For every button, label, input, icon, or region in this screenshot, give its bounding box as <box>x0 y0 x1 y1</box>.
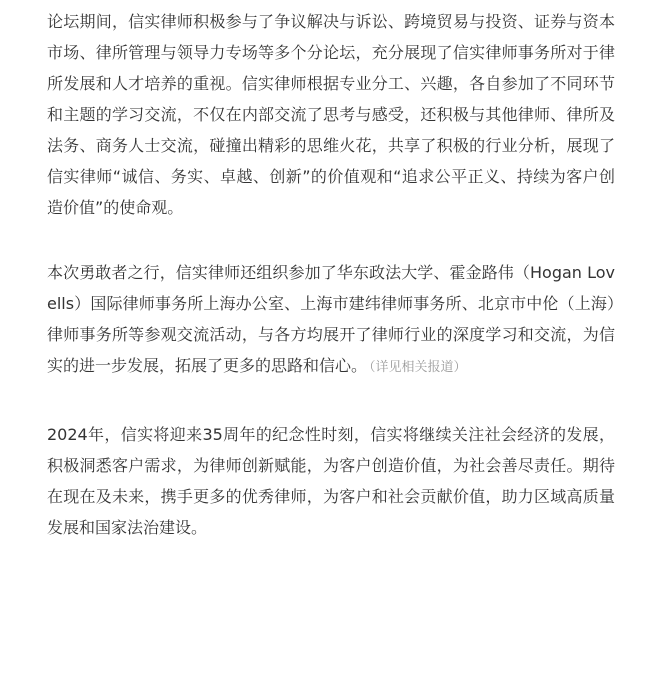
paragraph-text: 本次勇敢者之行，信实律师还组织参加了华东政法大学、霍金路伟（Hogan Lovells）国际律师事务所上海办公室、上海市建纬律师事务所、北京市中伦（上海）律师事务所等参观交流活动，与各方均展开了律师行业的深度学习和交流，为信实的进一步发展，拓展了更多的思路和信心。 <box>47 263 615 375</box>
paragraph-text: 2024年，信实将迎来35周年的纪念性时刻，信实将继续关注社会经济的发展，积极洞悉客户需求，为律师创新赋能，为客户创造价值，为社会善尽责任。期待在现在及未来，携手更多的优秀律师，为客户和社会贡献价值，助力区域高质量发展和国家法治建设。 <box>47 425 615 537</box>
paragraph-text: 论坛期间，信实律师积极参与了争议解决与诉讼、跨境贸易与投资、证券与资本市场、律所管理与领导力专场等多个分论坛，充分展现了信实律师事务所对于律所发展和人才培养的重视。信实律师根据专业分工、兴趣，各自参加了不同环节和主题的学习交流，不仅在内部交流了思考与感受，还积极与其他律师、律所及法务、商务人士交流，碰撞出精彩的思维火花，共享了积极的行业分析，展现了信实律师“诚信、务实、卓越、创新”的价值观和“追求公平正义、持续为客户创造价值”的使命观。 <box>47 12 615 217</box>
paragraph-forum <box>47 0 615 223</box>
article-body <box>47 0 615 543</box>
paragraph-visits <box>47 257 615 383</box>
paragraph-anniversary <box>47 419 615 543</box>
related-report-note: （详见相关报道） <box>369 360 467 375</box>
